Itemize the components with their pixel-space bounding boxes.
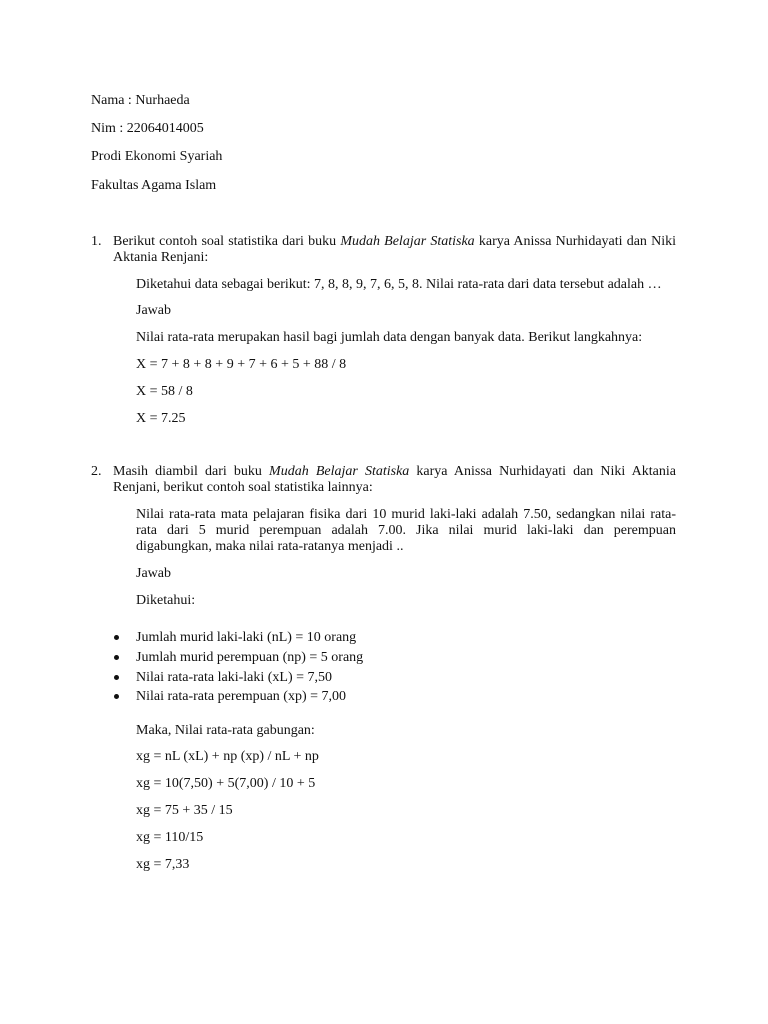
bullet-icon [114, 694, 119, 699]
question-2-intro-text: Masih diambil dari buku [113, 464, 270, 479]
bullet-icon [114, 655, 119, 660]
question-2-problem: Nilai rata-rata mata pelajaran fisika dari 10 murid laki-laki adalah 7.50, sedangkan nilai rata-rata dari 5 murid perempuan adalah 7.00. Jika nilai murid laki-laki dan perempuan digabungkan, maka nilai rata-ratanya menjadi .. [136, 507, 676, 554]
question-1-intro [113, 234, 676, 266]
question-1-problem: Diketahui data sebagai berikut: 7, 8, 8, 9, 7, 6, 5, 8. Nilai rata-rata dari data tersebut adalah … [136, 277, 662, 292]
student-name: Nama : Nurhaeda [91, 93, 190, 108]
question-1-explanation: Nilai rata-rata merupakan hasil bagi jumlah data dengan banyak data. Berikut langkahnya: [136, 330, 643, 345]
question-2-step: xg = 7,33 [136, 857, 190, 872]
known-item: Jumlah murid laki-laki (nL) = 10 orang [136, 630, 357, 645]
known-item: Nilai rata-rata laki-laki (xL) = 7,50 [136, 670, 333, 685]
question-2-book-title: Mudah Belajar Statiska [269, 464, 410, 479]
question-1-step: X = 58 / 8 [136, 384, 193, 399]
question-1-number: 1. [91, 234, 102, 249]
question-2-number: 2. [91, 464, 102, 479]
question-2-step: xg = 10(7,50) + 5(7,00) / 10 + 5 [136, 776, 316, 791]
student-nim: Nim : 22064014005 [91, 121, 204, 136]
question-1-book-title: Mudah Belajar Statiska [340, 234, 475, 249]
question-2-step: xg = 110/15 [136, 830, 204, 845]
question-2-intro-text-end: karya Anissa Nurhidayati dan Niki Aktania Renjani, berikut contoh soal statistika lainnya: [113, 464, 676, 495]
question-2-answer-label: Jawab [136, 566, 171, 581]
question-2-intro [113, 464, 676, 496]
question-1-answer-label: Jawab [136, 303, 171, 318]
question-2-step: xg = 75 + 35 / 15 [136, 803, 233, 818]
question-1-step: X = 7.25 [136, 411, 186, 426]
study-program: Prodi Ekonomi Syariah [91, 149, 223, 164]
question-2-step: xg = nL (xL) + np (xp) / nL + np [136, 749, 319, 764]
known-item: Jumlah murid perempuan (np) = 5 orang [136, 650, 364, 665]
bullet-icon [114, 675, 119, 680]
question-1-intro-text: Berikut contoh soal statistika dari buku [113, 234, 341, 249]
faculty: Fakultas Agama Islam [91, 178, 217, 193]
bullet-icon [114, 635, 119, 640]
question-2-known-label: Diketahui: [136, 593, 196, 608]
question-1-step: X = 7 + 8 + 8 + 9 + 7 + 6 + 5 + 88 / 8 [136, 357, 347, 372]
question-2-result-label: Maka, Nilai rata-rata gabungan: [136, 723, 315, 738]
known-item: Nilai rata-rata perempuan (xp) = 7,00 [136, 689, 347, 704]
question-1-intro-text-end: karya Anissa Nurhidayati dan Niki Aktania Renjani: [113, 234, 676, 265]
